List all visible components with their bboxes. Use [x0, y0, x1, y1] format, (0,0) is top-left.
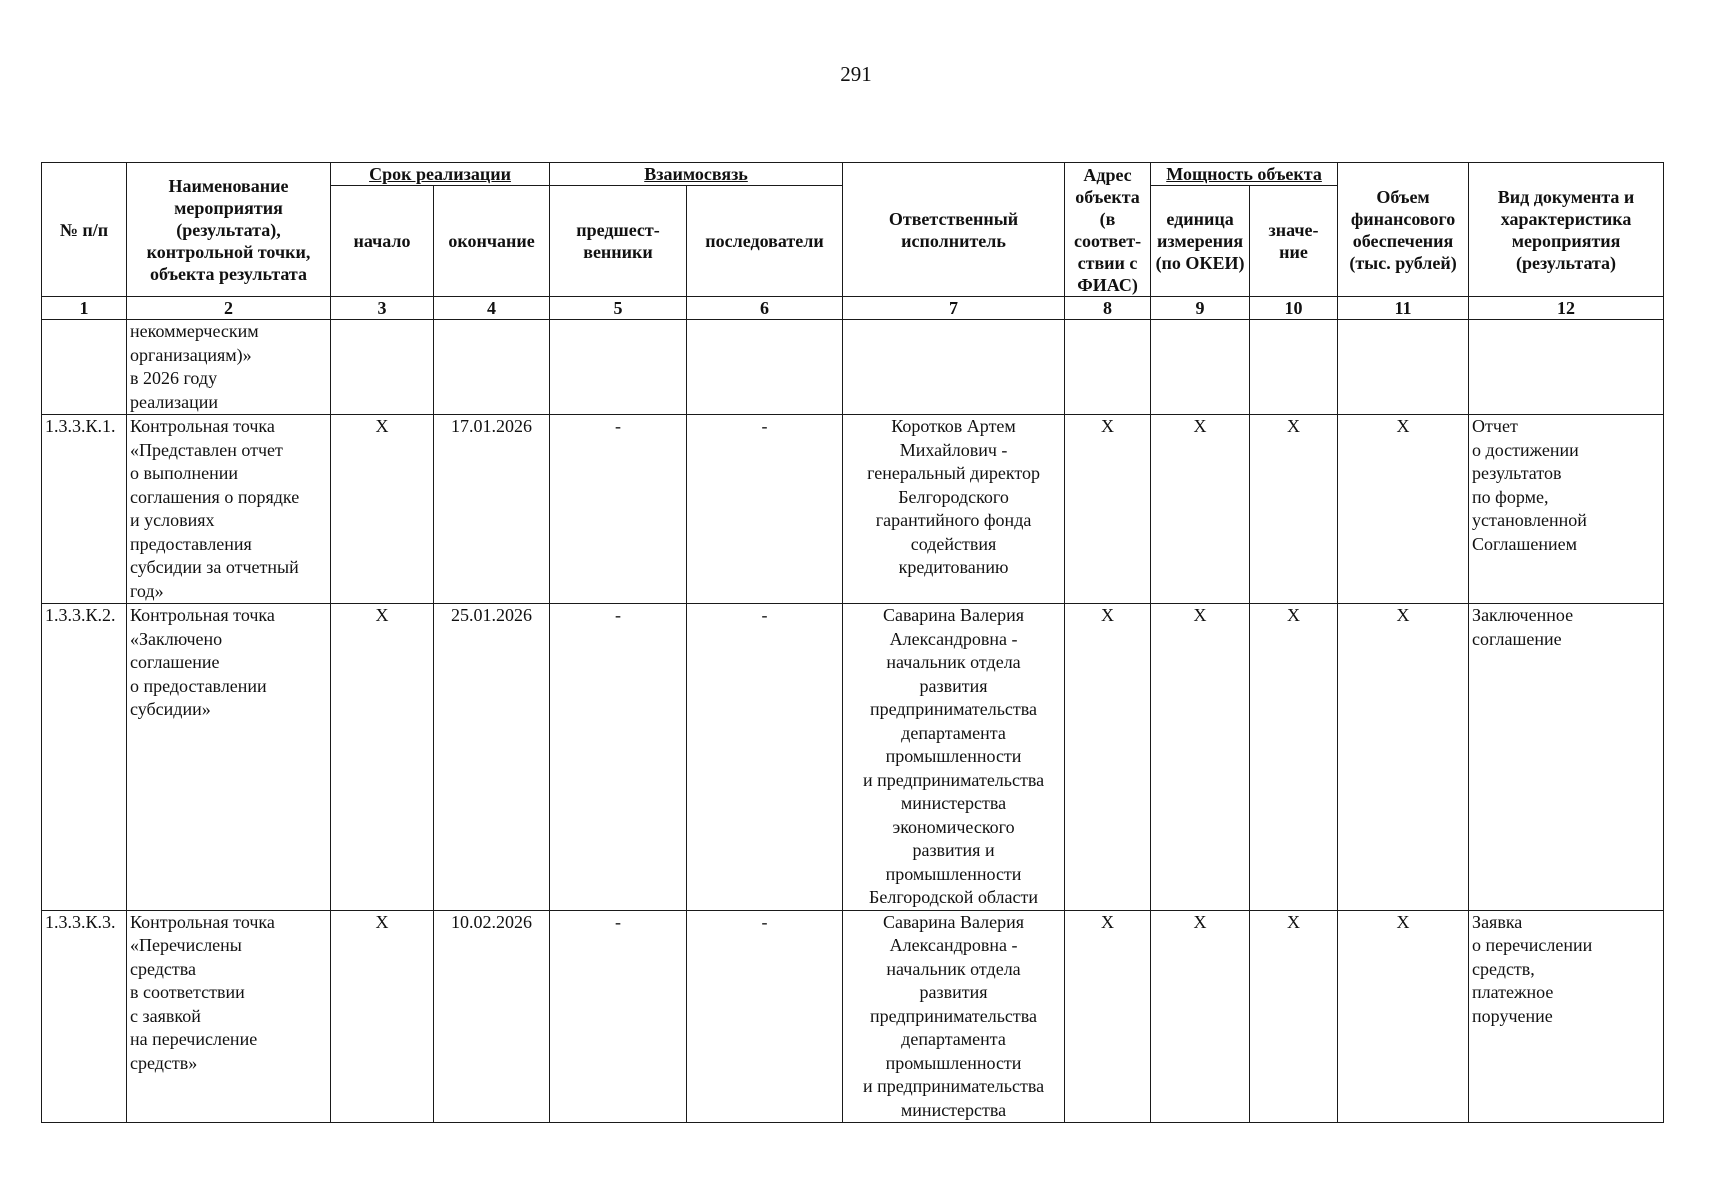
cell-document: Заключенное соглашение: [1469, 604, 1664, 911]
cell-unit: X: [1151, 415, 1250, 604]
cell-name: Контрольная точка «Перечислены средства в соответствии с заявкой на перечисление средств»: [127, 910, 331, 1123]
cell-value: X: [1250, 910, 1338, 1123]
header-name: Наименование мероприятия (результата), контрольной точки, объекта результата: [127, 163, 331, 297]
cell-address: X: [1065, 910, 1151, 1123]
cell-value: X: [1250, 604, 1338, 911]
cell-predecessors: [550, 320, 687, 415]
column-number: 7: [843, 297, 1065, 320]
column-number-row: [42, 297, 1664, 320]
cell-end: 10.02.2026: [434, 910, 550, 1123]
header-end: окончание: [434, 186, 550, 297]
header-row-top: [42, 163, 1664, 186]
cell-end: 25.01.2026: [434, 604, 550, 911]
header-start: начало: [331, 186, 434, 297]
cell-financing: [1338, 320, 1469, 415]
column-number: 12: [1469, 297, 1664, 320]
cell-successors: [687, 320, 843, 415]
table-row-continuation: [42, 320, 1664, 415]
header-financing: Объем финансового обеспечения (тыс. рублей): [1338, 163, 1469, 297]
column-number: 3: [331, 297, 434, 320]
header-successors: последователи: [687, 186, 843, 297]
column-number: 8: [1065, 297, 1151, 320]
cell-document: Отчет о достижении результатов по форме, установленной Соглашением: [1469, 415, 1664, 604]
cell-start: [331, 320, 434, 415]
cell-address: X: [1065, 604, 1151, 911]
cell-financing: X: [1338, 910, 1469, 1123]
column-number: 4: [434, 297, 550, 320]
cell-address: X: [1065, 415, 1151, 604]
column-number: 9: [1151, 297, 1250, 320]
header-value: значе- ние: [1250, 186, 1338, 297]
cell-id: 1.3.3.К.3.: [42, 910, 127, 1123]
cell-name: Контрольная точка «Заключено соглашение о предоставлении субсидии»: [127, 604, 331, 911]
header-power: Мощность объекта: [1151, 163, 1338, 186]
cell-responsible: Саварина Валерия Александровна - начальник отдела развития предпринимательства департамента промышленности и предпринимательства министерства экономического развития и промышленности Белгородской области: [843, 604, 1065, 911]
cell-unit: [1151, 320, 1250, 415]
cell-start: X: [331, 910, 434, 1123]
header-link: Взаимосвязь: [550, 163, 843, 186]
cell-responsible: [843, 320, 1065, 415]
cell-end: 17.01.2026: [434, 415, 550, 604]
column-number: 10: [1250, 297, 1338, 320]
header-num: № п/п: [42, 163, 127, 297]
cell-successors: -: [687, 604, 843, 911]
header-unit: единица измерения (по ОКЕИ): [1151, 186, 1250, 297]
plan-table: [41, 162, 1664, 1123]
cell-predecessors: -: [550, 415, 687, 604]
cell-name: Контрольная точка «Представлен отчет о выполнении соглашения о порядке и условиях предоставления субсидии за отчетный год»: [127, 415, 331, 604]
table-row: [42, 604, 1664, 911]
header-address: Адрес объекта (в соответ- ствии с ФИАС): [1065, 163, 1151, 297]
cell-address: [1065, 320, 1151, 415]
cell-id: 1.3.3.К.2.: [42, 604, 127, 911]
column-number: 2: [127, 297, 331, 320]
page-number: 291: [840, 62, 872, 86]
cell-responsible: Коротков Артем Михайлович - генеральный директор Белгородского гарантийного фонда содействия кредитованию: [843, 415, 1065, 604]
cell-document: Заявка о перечислении средств, платежное поручение: [1469, 910, 1664, 1123]
cell-unit: X: [1151, 910, 1250, 1123]
cell-value: [1250, 320, 1338, 415]
cell-end: [434, 320, 550, 415]
cell-predecessors: -: [550, 604, 687, 911]
cell-successors: -: [687, 415, 843, 604]
column-number: 6: [687, 297, 843, 320]
cell-start: X: [331, 604, 434, 911]
header-document: Вид документа и характеристика мероприятия (результата): [1469, 163, 1664, 297]
cell-document: [1469, 320, 1664, 415]
column-number: 11: [1338, 297, 1469, 320]
table-row: [42, 910, 1664, 1123]
cell-name: некоммерческим организациям)» в 2026 году реализации: [127, 320, 331, 415]
column-number: 5: [550, 297, 687, 320]
header-predecessors: предшест- венники: [550, 186, 687, 297]
cell-unit: X: [1151, 604, 1250, 911]
cell-id: [42, 320, 127, 415]
cell-financing: X: [1338, 415, 1469, 604]
header-term: Срок реализации: [331, 163, 550, 186]
cell-value: X: [1250, 415, 1338, 604]
cell-successors: -: [687, 910, 843, 1123]
cell-id: 1.3.3.К.1.: [42, 415, 127, 604]
cell-start: X: [331, 415, 434, 604]
cell-financing: X: [1338, 604, 1469, 911]
column-number: 1: [42, 297, 127, 320]
header-responsible: Ответственный исполнитель: [843, 163, 1065, 297]
table-row: [42, 415, 1664, 604]
cell-predecessors: -: [550, 910, 687, 1123]
cell-responsible: Саварина Валерия Александровна - начальник отдела развития предпринимательства департамента промышленности и предпринимательства министерства: [843, 910, 1065, 1123]
